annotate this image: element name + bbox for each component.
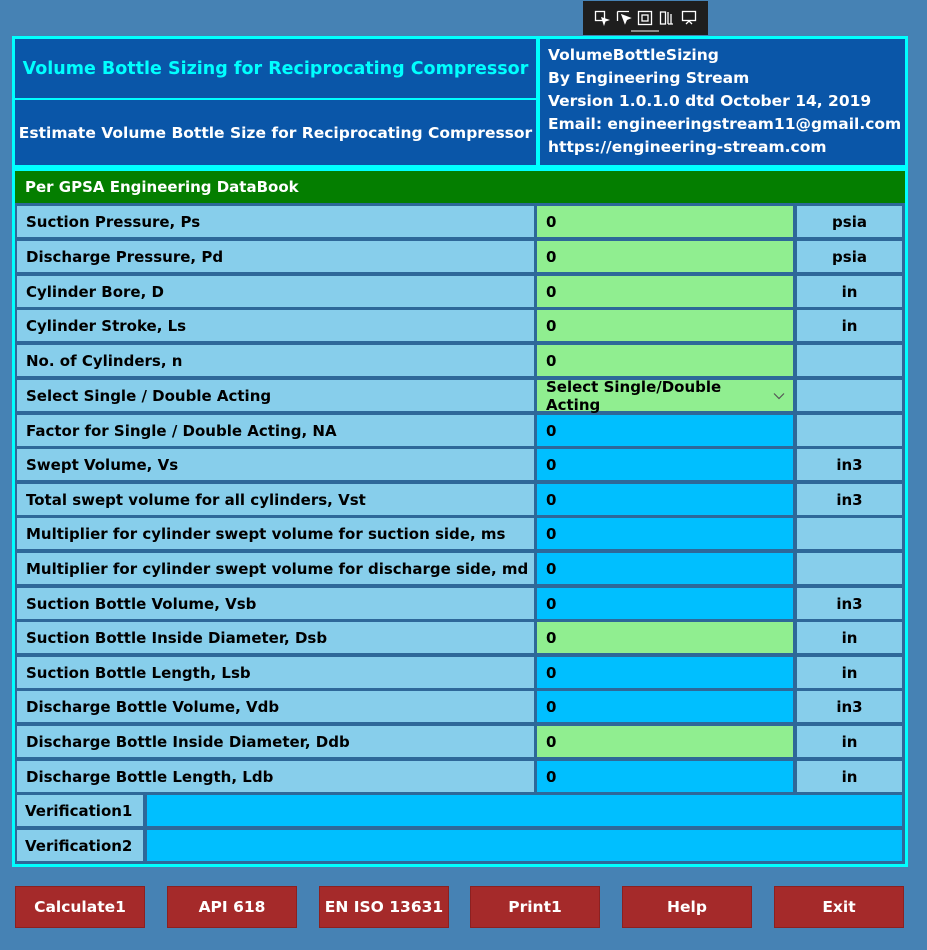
- unit-multiplier-discharge: [797, 553, 902, 584]
- api-618-button[interactable]: API 618: [167, 886, 297, 928]
- unit-suction-pressure: psia: [797, 206, 902, 237]
- app-subtitle: Estimate Volume Bottle Size for Reciprocating Compressor: [15, 100, 536, 165]
- label-cylinder-bore: Cylinder Bore, D: [17, 276, 534, 307]
- unit-swept-volume: in3: [797, 449, 902, 480]
- author: By Engineering Stream: [548, 69, 750, 87]
- unit-suction-bottle-length: in: [797, 657, 902, 688]
- debug-toolbar: [583, 1, 708, 35]
- label-suction-pressure: Suction Pressure, Ps: [17, 206, 534, 237]
- hot-reload-icon[interactable]: [680, 10, 698, 26]
- pointer-icon[interactable]: [615, 10, 633, 26]
- input-no-of-cylinders[interactable]: 0: [537, 345, 793, 376]
- label-discharge-bottle-diameter: Discharge Bottle Inside Diameter, Ddb: [17, 726, 534, 757]
- label-multiplier-discharge: Multiplier for cylinder swept volume for discharge side, md: [17, 553, 534, 584]
- unit-cylinder-bore: in: [797, 276, 902, 307]
- unit-discharge-bottle-volume: in3: [797, 691, 902, 722]
- acting-select-value: Select Single/Double Acting: [546, 377, 722, 414]
- app-info: [540, 39, 905, 165]
- website: https://engineering-stream.com: [548, 138, 827, 156]
- help-button[interactable]: Help: [622, 886, 752, 928]
- unit-suction-bottle-diameter: in: [797, 622, 902, 653]
- app-name: VolumeBottleSizing: [548, 46, 719, 64]
- label-discharge-bottle-volume: Discharge Bottle Volume, Vdb: [17, 691, 534, 722]
- output-discharge-bottle-length: 0: [537, 761, 793, 792]
- calculate-button[interactable]: Calculate1: [15, 886, 145, 928]
- unit-discharge-bottle-diameter: in: [797, 726, 902, 757]
- frame-icon[interactable]: [636, 10, 654, 26]
- section-title: Per GPSA Engineering DataBook: [15, 171, 905, 203]
- unit-cylinder-stroke: in: [797, 310, 902, 341]
- layout-icon[interactable]: [658, 10, 676, 26]
- output-suction-bottle-length: 0: [537, 657, 793, 688]
- input-cylinder-bore[interactable]: 0: [537, 276, 793, 307]
- input-discharge-bottle-diameter[interactable]: 0: [537, 726, 793, 757]
- label-discharge-pressure: Discharge Pressure, Pd: [17, 241, 534, 272]
- label-verification2: Verification2: [17, 830, 143, 861]
- unit-total-swept-volume: in3: [797, 484, 902, 515]
- label-swept-volume: Swept Volume, Vs: [17, 449, 534, 480]
- label-suction-bottle-length: Suction Bottle Length, Lsb: [17, 657, 534, 688]
- print-button[interactable]: Print1: [470, 886, 600, 928]
- input-suction-bottle-diameter[interactable]: 0: [537, 622, 793, 653]
- label-suction-bottle-diameter: Suction Bottle Inside Diameter, Dsb: [17, 622, 534, 653]
- label-multiplier-suction: Multiplier for cylinder swept volume for suction side, ms: [17, 518, 534, 549]
- unit-acting-select: [797, 380, 902, 411]
- label-total-swept-volume: Total swept volume for all cylinders, Vst: [17, 484, 534, 515]
- en-iso-13631-button[interactable]: EN ISO 13631: [319, 886, 449, 928]
- label-verification1: Verification1: [17, 795, 143, 826]
- acting-select[interactable]: [537, 377, 793, 414]
- label-suction-bottle-volume: Suction Bottle Volume, Vsb: [17, 588, 534, 619]
- select-element-icon[interactable]: [593, 10, 611, 26]
- chevron-down-icon[interactable]: [773, 392, 785, 400]
- email: Email: engineeringstream11@gmail.com: [548, 115, 902, 133]
- output-verification1: [147, 795, 902, 826]
- output-multiplier-suction: 0: [537, 518, 793, 549]
- input-discharge-pressure[interactable]: 0: [537, 241, 793, 272]
- input-cylinder-stroke[interactable]: 0: [537, 310, 793, 341]
- output-discharge-bottle-volume: 0: [537, 691, 793, 722]
- output-verification2: [147, 830, 902, 861]
- unit-suction-bottle-volume: in3: [797, 588, 902, 619]
- unit-acting-factor: [797, 415, 902, 446]
- exit-button[interactable]: Exit: [774, 886, 904, 928]
- unit-discharge-pressure: psia: [797, 241, 902, 272]
- output-acting-factor: 0: [537, 415, 793, 446]
- label-no-of-cylinders: No. of Cylinders, n: [17, 345, 534, 376]
- unit-no-of-cylinders: [797, 345, 902, 376]
- unit-multiplier-suction: [797, 518, 902, 549]
- label-discharge-bottle-length: Discharge Bottle Length, Ldb: [17, 761, 534, 792]
- output-multiplier-discharge: 0: [537, 553, 793, 584]
- unit-discharge-bottle-length: in: [797, 761, 902, 792]
- toolbar-grip[interactable]: [631, 30, 659, 32]
- label-acting-factor: Factor for Single / Double Acting, NA: [17, 415, 534, 446]
- output-suction-bottle-volume: 0: [537, 588, 793, 619]
- app-title: Volume Bottle Sizing for Reciprocating Compressor: [15, 39, 536, 98]
- label-cylinder-stroke: Cylinder Stroke, Ls: [17, 310, 534, 341]
- input-suction-pressure[interactable]: 0: [537, 206, 793, 237]
- version: Version 1.0.1.0 dtd October 14, 2019: [548, 92, 872, 110]
- output-swept-volume: 0: [537, 449, 793, 480]
- label-acting-select: Select Single / Double Acting: [17, 380, 534, 411]
- output-total-swept-volume: 0: [537, 484, 793, 515]
